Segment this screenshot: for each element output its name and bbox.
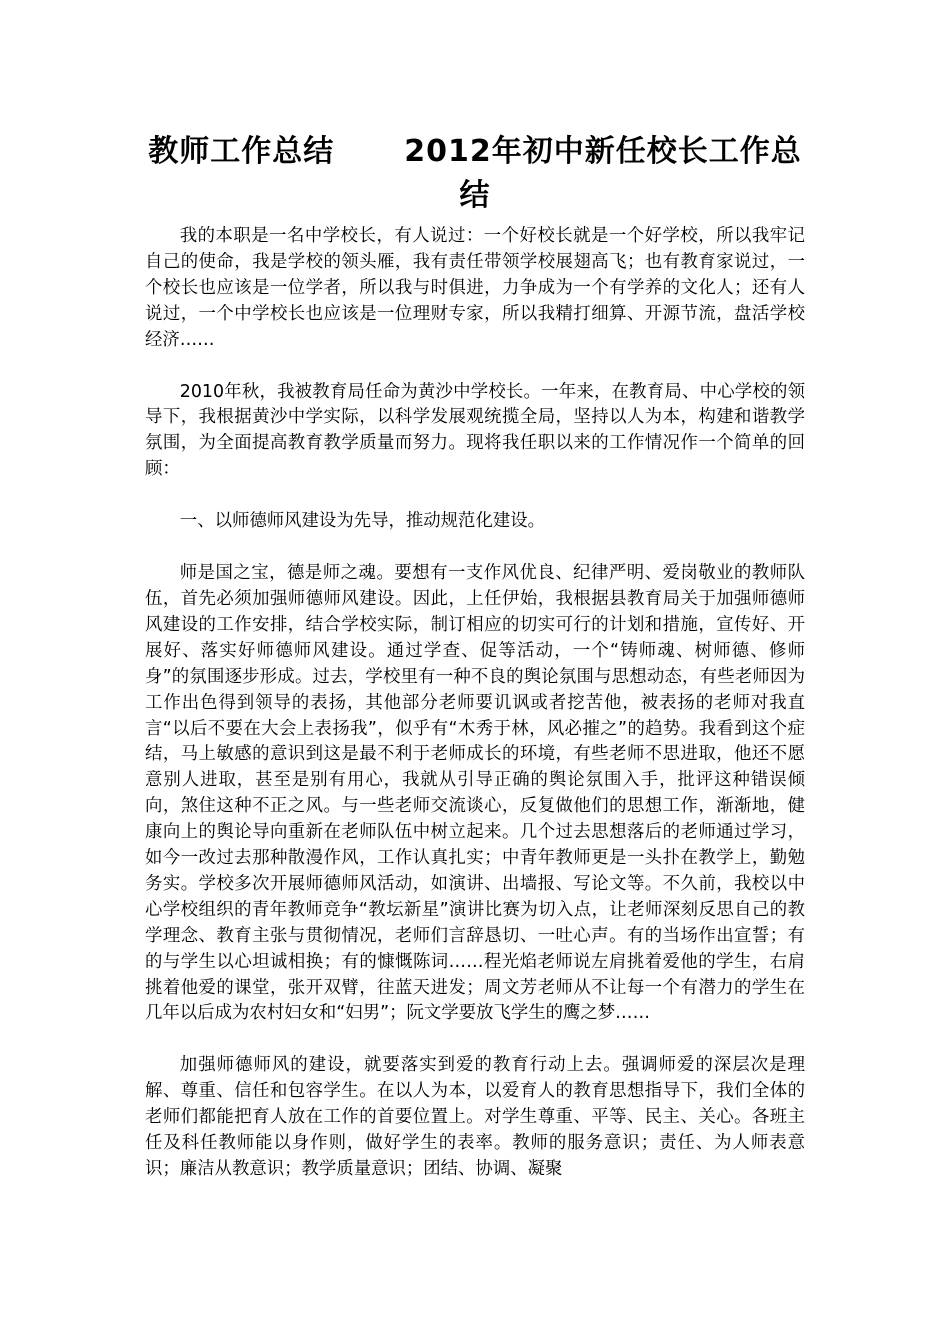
document-body — [145, 224, 805, 1209]
title-part-2: 2012年初中新任校长工作总结 — [404, 134, 802, 213]
document-title — [145, 130, 805, 218]
title-part-1: 教师工作总结 — [148, 134, 335, 169]
section-heading-1: 一、以师德师风建设为先导，推动规范化建设。 — [179, 511, 546, 532]
paragraph-intro: 我的本职是一名中学校长，有人说过：一个好校长就是一个好学校，所以我牢记自己的使命，我是学校的领头雁，我有责任带领学校展翅高飞；也有教育家说过，一个校长也应该是一位学者，所以我与时俱进，力争成为一个有学养的文化人；还有人说过，一个中学校长也应该是一位理财专家，所以我精打细算、开源节流，盘活学校经济…… — [145, 226, 805, 350]
paragraph-love-education: 加强师德师风的建设，就要落实到爱的教育行动上去。强调师爱的深层次是理解、尊重、信任和包容学生。在以人为本，以爱育人的教育思想指导下，我们全体的老师们都能把育人放在工作的首要位置上。对学生尊重、平等、民主、关心。各班主任及科任教师能以身作则，做好学生的表率。教师的服务意识；责任、为人师表意识；廉洁从教意识；教学质量意识；团结、协调、凝聚 — [145, 1055, 805, 1179]
paragraph-background: 2010年秋，我被教育局任命为黄沙中学校长。一年来，在教育局、中心学校的领导下，我根据黄沙中学实际，以科学发展观统揽全局，坚持以人为本，构建和谐教学氛围，为全面提高教育教学质量而努力。现将我任职以来的工作情况作一个简单的回顾： — [145, 381, 805, 480]
paragraph-ethics: 师是国之宝，德是师之魂。要想有一支作风优良、纪律严明、爱岗敬业的教师队伍，首先必须加强师德师风建设。因此，上任伊始，我根据县教育局关于加强师德师风建设的工作安排，结合学校实际，制订相应的切实可行的计划和措施，宣传好、开展好、落实好师德师风建设。通过学查、促等活动，一个“铸师魂、树师德、修师身”的氛围逐步形成。过去，学校里有一种不良的舆论氛围与思想动态，有些老师因为工作出色得到领导的表扬，其他部分老师要讥讽或者挖苦他，被表扬的老师对我直言“以后不要在大会上表扬我”，似乎有“木秀于林，风必摧之”的趋势。我看到这个症结，马上敏感的意识到这是最不利于老师成长的环境，有些老师不思进取，他还不愿意别人进取，甚至是别有用心，我就从引导正确的舆论氛围入手，批评这种错误倾向，煞住这种不正之风。与一些老师交流谈心，反复做他们的思想工作，渐渐地，健康向上的舆论导向重新在老师队伍中树立起来。几个过去思想落后的老师通过学习，如今一改过去那种散漫作风，工作认真扎实；中青年教师更是一头扑在教学上，勤勉务实。学校多次开展师德师风活动，如演讲、出墙报、写论文等。不久前，我校以中心学校组织的青年教师竞争“教坛新星”演讲比赛为切入点，让老师深刻反思自己的教学理念、教育主张与贯彻情况，老师们言辞恳切、一吐心声。有的当场作出宣誓；有的与学生以心坦诚相换；有的慷慨陈词……程光焰老师说左肩挑着爱他的学生，右肩挑着他爱的课堂，张开双臂，往蓝天进发；周文芳老师从不让每一个有潜力的学生在几年以后成为农村妇女和“妇男”；阮文学要放飞学生的鹰之梦…… — [145, 563, 805, 1024]
